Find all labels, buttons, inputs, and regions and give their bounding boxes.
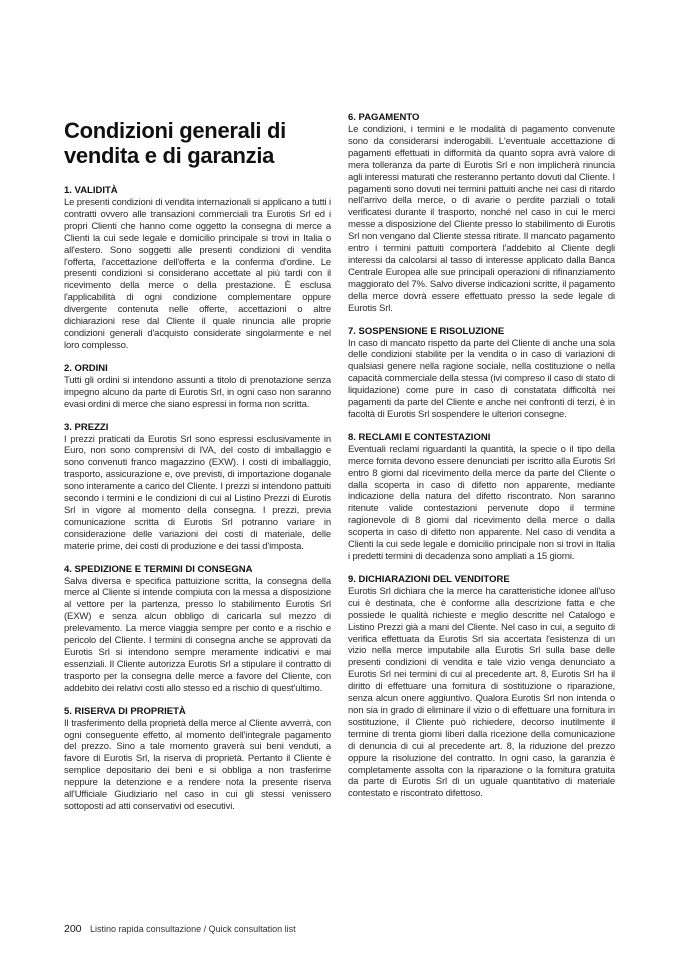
section-body: Tutti gli ordini si intendono assunti a titolo di prenotazione senza impegno alcuno da parte di Eurotis Srl, in ogni caso non saranno evasi ordini di merce che siano espressi in forma non scritta.: [64, 374, 331, 410]
section-body: Eventuali reclami riguardanti la quantità, la specie o il tipo della merce fornita devono essere denunciati per iscritto alla Eurotis Srl entro 8 giorni dal ricevimento della merce da parte del Cliente o dalla scoperta in caso di difetto non apparente, mediante indicazione della natura del difetto riscontrato. Non saranno ritenute valide contestazioni pervenute dopo il termine ragionevole di 8 giorni dal ricevimento della merce o dalla scoperta in caso di difetto non apparente. Nel caso di vendita a Clienti la cui sede legale e domicilio principale non si trovi in Italia i predetti termini di decadenza sono ampliati a 15 giorni.: [348, 443, 615, 562]
section-validita: [64, 185, 331, 352]
section-heading: 8. RECLAMI E CONTESTAZIONI: [348, 431, 491, 443]
section-body: Salva diversa e specifica pattuizione scritta, la consegna della merce al Cliente si intende compiuta con la messa a disposizione al vettore per la partenza, presso lo stabilimento Eurotis Srl (EXW) e senza alcun obbligo di caricarla sul mezzo di prelevamento. La merce viaggia sempre per conto e a rischio e pericolo del Cliente. I termini di consegna anche se approvati da Eurotis Srl si intendono sempre meramente indicativi e mai essenziali. Il Cliente autorizza Eurotis Srl a stipulare il contratto di trasporto per la consegna delle merce a favore del Cliente, con addebito dei relativi costi allo stesso ed a rischio di quest'ultimo.: [64, 575, 331, 694]
page-title: Condizioni generali di vendita e di garanzia: [64, 118, 286, 168]
right-column: [348, 112, 615, 811]
section-body: In caso di mancato rispetto da parte del Cliente di anche una sola delle condizioni stabilite per la vendita o in caso di variazioni di qualsiasi genere nella ragione sociale, nella costituzione o nella capacità commerciale della stessa (ivi compreso il caso di stato di liquidazione) come pure in caso di constatata difficoltà nei pagamenti da parte del Cliente e anche nei confronti di terzi, è in facoltà di Eurotis Srl sospendere le ulteriori consegne.: [348, 337, 615, 420]
section-heading: 2. ORDINI: [64, 362, 108, 374]
section-body: Eurotis Srl dichiara che la merce ha caratteristiche idonee all'uso cui è destinata, che è conforme alla descrizione fatta e che possiede le qualità richieste e meglio descritte nel Catalogo e Listino Prezzi già a mani del Cliente. Nel caso in cui, a seguito di verifica effettuata da Eurotis Srl sia accertata l'esistenza di un vizio nella merce imputabile alla Eurotis Srl sulla base delle presenti condizioni di vendita e tale vizio venga denunciato a Eurotis Srl nei termini di cui al precedente art. 8, Eurotis Srl ha il diritto di effettuare una fornitura di sostituzione o riparazione, senza alcun onere aggiuntivo. Qualora Eurotis Srl non intenda o non sia in grado di eliminare il vizio o di effettuare una fornitura in sostituzione, il Cliente può richiedere, decorso inutilmente il termine di trenta giorni liberi dalla ricezione della comunicazione di denuncia di cui al precedente art. 8, la riduzione del prezzo oppure la risoluzione del contratto. In ogni caso, la garanzia è completamente assolta con la riparazione o la fornitura gratuita da parte di Eurotis Srl di un uguale quantitativo di materiale contestato e riscontrato difettoso.: [348, 585, 615, 800]
section-heading: 5. RISERVA DI PROPRIETÀ: [64, 705, 186, 717]
section-heading: 6. PAGAMENTO: [348, 112, 420, 123]
section-heading: 3. PREZZI: [64, 421, 109, 433]
section-heading: 1. VALIDITÀ: [64, 185, 118, 196]
section-ordini: [64, 363, 331, 411]
section-sospensione: [348, 326, 615, 421]
section-dichiarazioni: [348, 574, 615, 800]
section-body: Le condizioni, i termini e le modalità di pagamento convenute sono da considerarsi inderogabili. L'eventuale accettazione di pagamenti effettuati in difformità da quanto sopra avrà valore di mera tolleranza da parte di Eurotis Srl e non implicherà rinuncia agli interessi maturati che resteranno pertanto dovuti dal Cliente. I pagamenti sono dovuti nei termini pattuiti anche nei casi di ritardo nell'arrivo della merce, o di avarie o perdite parziali o totali verificatesi durante il trasporto, nonché nel caso in cui le merci messe a disposizione del Cliente presso lo stabilimento di Eurotis Srl non vengano dal Cliente stessa ritirate. Il mancato pagamento entro i termini pattuiti comporterà l'addebito al Cliente degli interessi da calcolarsi al tasso di interesse applicato dalla Banca Centrale Europea alle sue principali operazioni di rifinanziamento maggiorato del 7%. Salvo diverse indicazioni scritte, il pagamento della merce dovrà essere effettuato presso la sede legale di Eurotis Srl.: [348, 124, 615, 314]
section-body: Le presenti condizioni di vendita internazionali si applicano a tutti i contratti ovvero alle transazioni commerciali tra Eurotis Srl ed i propri Clienti che hanno come oggetto la consegna di merce a Clienti la cui sede legale e domicilio principale si trovi in Italia o all'estero. Sono soggetti alle presenti condizioni di vendita l'offerta, l'accettazione dell'offerta e la conferma d'ordine. Le presenti condizioni si considerano accettate al più tardi con il ricevimento della merce o della prestazione. È esclusa l'applicabilità di ogni condizione complementare oppure divergente contenuta nelle offerte, accettazioni o altre dichiarazioni rese dal Cliente il quale rinuncia alle proprie condizioni generali d'acquisto considerate singolarmente e nel loro complesso.: [64, 197, 331, 351]
footer-text: Listino rapida consultazione / Quick consultation list: [90, 924, 296, 934]
left-column: [64, 185, 331, 824]
section-heading: 4. SPEDIZIONE E TERMINI DI CONSEGNA: [64, 563, 253, 575]
page-footer: [64, 923, 296, 935]
section-spedizione: [64, 564, 331, 695]
page-number: 200: [64, 923, 82, 935]
section-heading: 9. DICHIARAZIONI DEL VENDITORE: [348, 573, 510, 585]
section-body: Il trasferimento della proprietà della merce al Cliente avverrà, con ogni conseguente effetto, al momento dell'integrale pagamento del prezzo. Sino a tale momento graverà sui beni venduti, a favore di Eurotis Srl, la riserva di proprietà. Pertanto il Cliente è semplice depositario dei beni e si obbliga a non trasferirne neppure la detenzione e a rendere nota la presente riserva all'Ufficiale Giudiziario nel caso in cui gli stessi venissero sottoposti ad atti conservativi od esecutivi.: [64, 717, 331, 812]
section-riserva-proprieta: [64, 706, 331, 813]
section-heading: 7. SOSPENSIONE E RISOLUZIONE: [348, 325, 505, 337]
section-body: I prezzi praticati da Eurotis Srl sono espressi esclusivamente in Euro, non sono comprensivi di IVA, del costo di imballaggio e sono convenuti franco magazzino (EXW). I costi di imballaggio, trasporto, assicurazione e, ove previsti, di importazione doganale sono interamente a carico del Cliente. I prezzi si intendono pattuiti secondo i termini e le condizioni di cui al Listino Prezzi di Eurotis Srl in vigore al momento della consegna. I prezzi, previa comunicazione scritta di Eurotis Srl potranno variare in considerazione delle variazioni dei costi di materiale, delle materie prime, dei costi di produzione e dei tassi d'imposta.: [64, 433, 331, 552]
section-pagamento: [348, 112, 615, 315]
section-reclami: [348, 432, 615, 563]
section-prezzi: [64, 422, 331, 553]
